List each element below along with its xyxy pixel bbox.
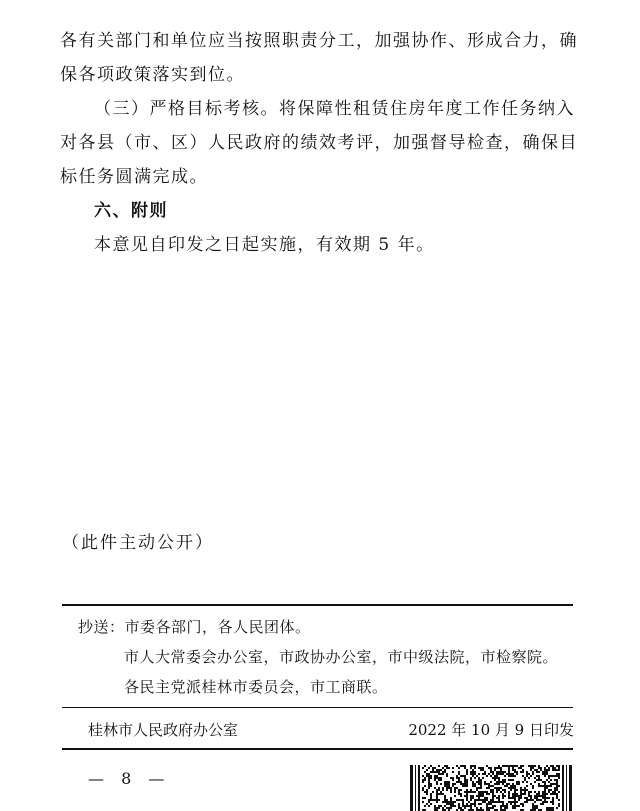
paragraph-responsibility [60, 24, 580, 92]
cc-bottom-rule [62, 707, 573, 708]
footer-bottom-rule [62, 748, 573, 750]
paragraph-assessment [60, 92, 580, 194]
cc-line: 市人大常委会办公室，市政协办公室，市中级法院，市检察院。 [124, 648, 559, 666]
issue-date: 2022 年 10 月 9 日印发 [408, 721, 574, 739]
cc-line: 抄送：市委各部门，各人民团体。 [78, 618, 311, 636]
text-line: 标任务圆满完成。 [60, 167, 208, 187]
section-heading: 六、附则 [94, 201, 168, 221]
cc-line: 各民主党派桂林市委员会，市工商联。 [124, 678, 388, 696]
page-number: — 8 — [88, 769, 171, 788]
issuer-name: 桂林市人民政府办公室 [88, 721, 239, 739]
cc-top-rule [62, 604, 573, 606]
text-line: 本意见自印发之日起实施，有效期 5 年。 [94, 235, 435, 255]
text-line: （三）严格目标考核。将保障性租赁住房年度工作任务纳入 [94, 99, 575, 119]
text-line: 保各项政策落实到位。 [60, 65, 245, 85]
barcode-icon [410, 765, 572, 811]
section-appendix [60, 194, 580, 262]
cc-block [78, 612, 558, 702]
text-line: 对各县（市、区）人民政府的绩效考评，加强督导检查，确保目 [60, 133, 578, 153]
public-disclosure-note: （此件主动公开） [62, 533, 214, 553]
text-line: 各有关部门和单位应当按照职责分工，加强协作、形成合力，确 [60, 31, 578, 51]
